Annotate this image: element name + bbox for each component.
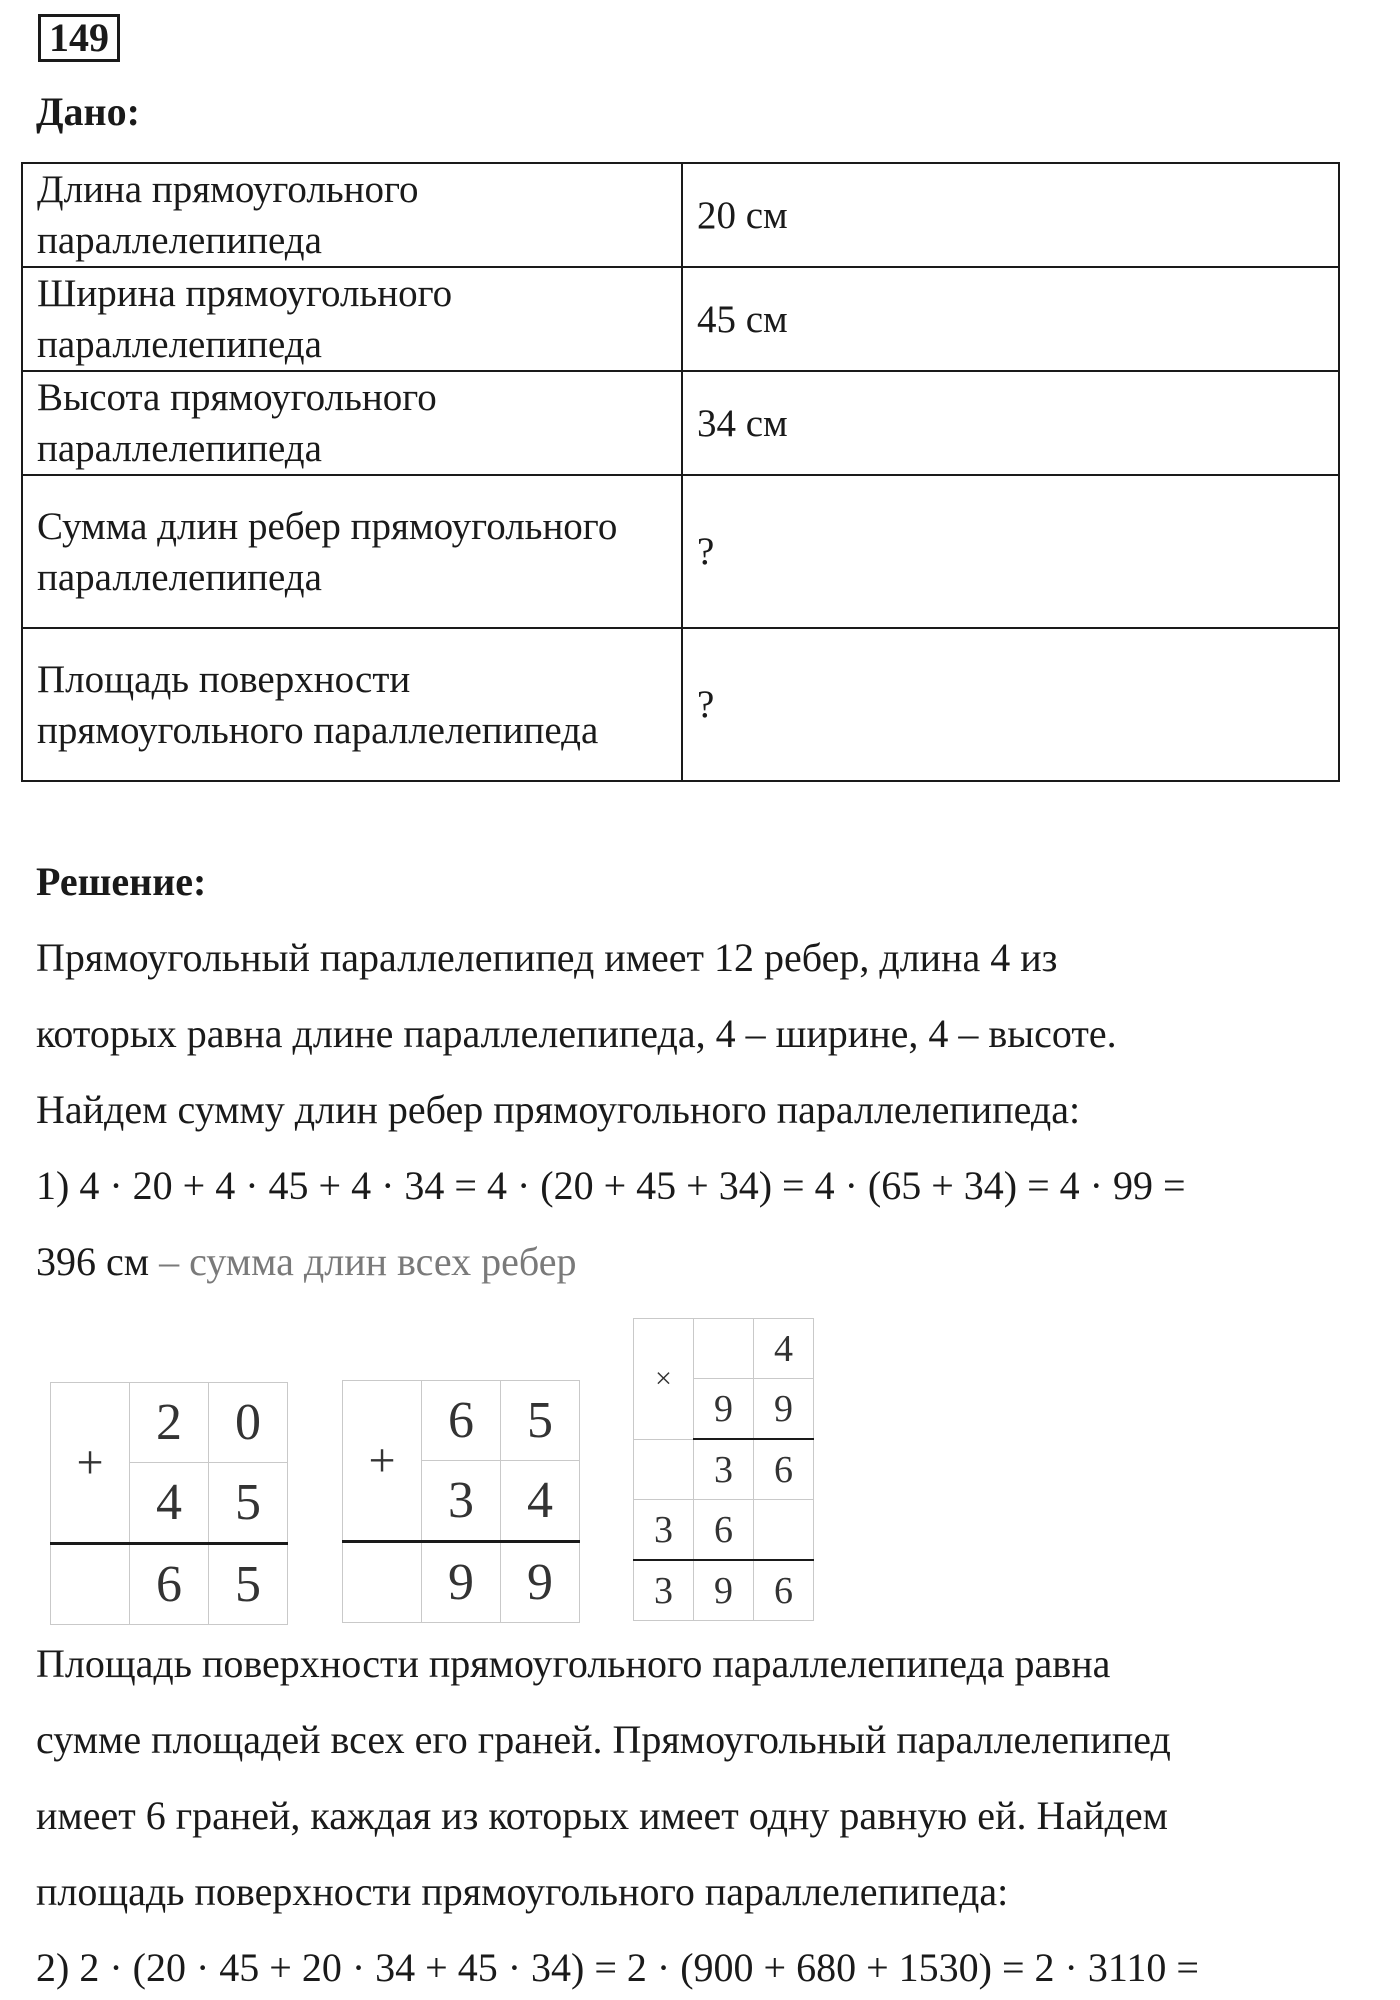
solution-line: Найдем сумму длин ребер прямоугольного параллелепипеда: — [36, 1087, 1081, 1132]
given-row-surface-area — [22, 628, 1339, 781]
given-value: ? — [682, 475, 1339, 628]
digit-cell: 2 — [130, 1383, 209, 1463]
solution-line: которых равна длине параллелепипеда, 4 – ширине, 4 – высоте. — [36, 1011, 1117, 1056]
result-note: – сумма длин всех ребер — [149, 1239, 577, 1284]
result-value: 396 см — [36, 1239, 150, 1284]
digit-cell: 6 — [754, 1560, 814, 1621]
given-label: Длина прямоугольного параллелепипеда — [22, 163, 682, 267]
given-heading: Дано: — [36, 89, 140, 134]
given-row-length — [22, 163, 1339, 267]
solution-line: 1) 4 · 20 + 4 · 45 + 4 · 34 = 4 · (20 + 45 + 34) = 4 · (65 + 34) = 4 · 99 = — [36, 1163, 1186, 1208]
digit-cell: 9 — [754, 1379, 814, 1440]
digit-cell: 3 — [634, 1560, 694, 1621]
digit-cell — [754, 1500, 814, 1561]
digit-cell: 9 — [694, 1560, 754, 1621]
digit-cell — [694, 1319, 754, 1379]
digit-cell: 5 — [209, 1463, 288, 1544]
empty-cell — [51, 1544, 130, 1625]
given-value: 34 см — [682, 371, 1339, 475]
digit-cell: 9 — [694, 1379, 754, 1440]
digit-cell: 0 — [209, 1383, 288, 1463]
digit-cell: 9 — [422, 1542, 501, 1623]
given-table — [21, 162, 1340, 782]
surface-line: имеет 6 граней, каждая из которых имеет одну равную ей. Найдем — [36, 1793, 1168, 1838]
surface-line: 2) 2 · (20 · 45 + 20 · 34 + 45 · 34) = 2 · (900 + 680 + 1530) = 2 · 3110 = — [36, 1945, 1199, 1990]
plus-sign: + — [51, 1383, 130, 1544]
given-value: 20 см — [682, 163, 1339, 267]
digit-cell: 4 — [130, 1463, 209, 1544]
given-value: ? — [682, 628, 1339, 781]
solution-heading: Решение: — [36, 859, 207, 904]
column-addition-1 — [50, 1382, 288, 1625]
multiply-sign: × — [634, 1319, 694, 1440]
solution-line: Прямоугольный параллелепипед имеет 12 ребер, длина 4 из — [36, 935, 1058, 980]
given-row-edges-sum — [22, 475, 1339, 628]
digit-cell: 3 — [694, 1439, 754, 1500]
digit-cell: 4 — [501, 1461, 580, 1542]
given-label: Высота прямоугольного параллелепипеда — [22, 371, 682, 475]
digit-cell: 9 — [501, 1542, 580, 1623]
digit-cell: 6 — [754, 1439, 814, 1500]
plus-sign: + — [343, 1381, 422, 1542]
surface-line: сумме площадей всех его граней. Прямоугольный параллелепипед — [36, 1717, 1171, 1762]
given-label: Сумма длин ребер прямоугольного параллелепипеда — [22, 475, 682, 628]
digit-cell: 5 — [501, 1381, 580, 1461]
digit-cell: 4 — [754, 1319, 814, 1379]
surface-line: площадь поверхности прямоугольного параллелепипеда: — [36, 1869, 1009, 1914]
digit-cell: 5 — [209, 1544, 288, 1625]
given-label: Ширина прямоугольного параллелепипеда — [22, 267, 682, 371]
digit-cell: 6 — [130, 1544, 209, 1625]
digit-cell: 3 — [422, 1461, 501, 1542]
digit-cell — [634, 1439, 694, 1500]
given-value: 45 см — [682, 267, 1339, 371]
surface-line: Площадь поверхности прямоугольного параллелепипеда равна — [36, 1641, 1111, 1686]
result-line — [36, 1238, 576, 1285]
digit-cell: 6 — [422, 1381, 501, 1461]
given-row-width — [22, 267, 1339, 371]
empty-cell — [343, 1542, 422, 1623]
digit-cell: 3 — [634, 1500, 694, 1561]
digit-cell: 6 — [694, 1500, 754, 1561]
given-row-height — [22, 371, 1339, 475]
column-addition-2 — [342, 1380, 580, 1623]
given-label: Площадь поверхности прямоугольного параллелепипеда — [22, 628, 682, 781]
column-multiplication — [633, 1318, 814, 1621]
task-number: 149 — [38, 14, 120, 62]
